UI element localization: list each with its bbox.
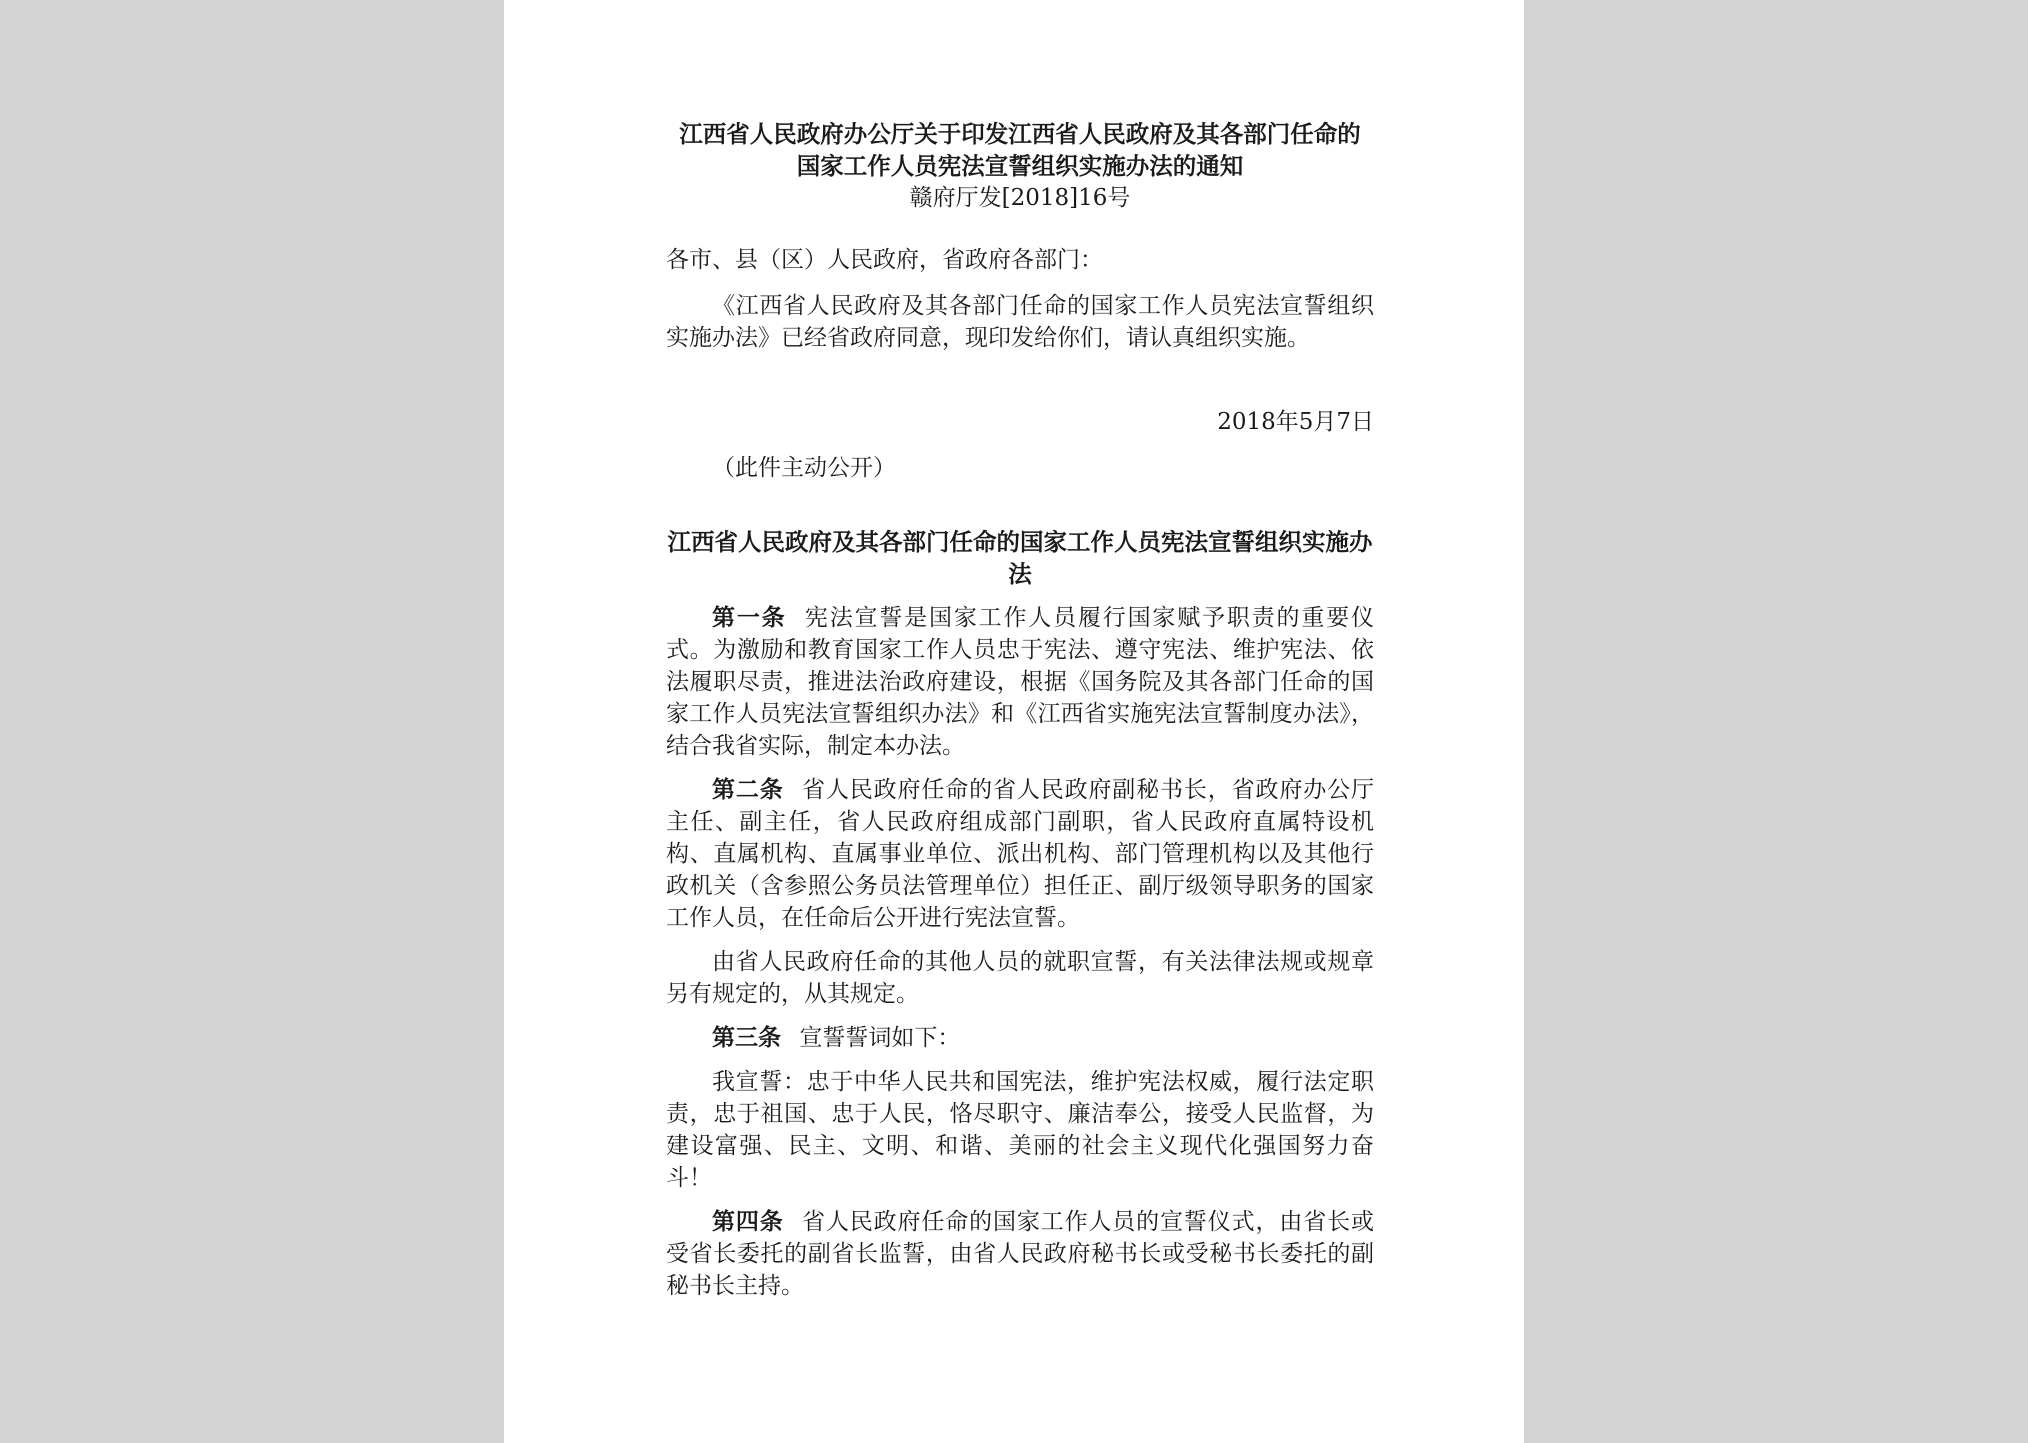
article-2	[666, 774, 1374, 934]
article-1	[666, 602, 1374, 762]
article-text: 省人民政府任命的省人民政府副秘书长，省政府办公厅主任、副主任，省人民政府组成部门副职，省人民政府直属特设机构、直属机构、直属事业单位、派出机构、部门管理机构以及其他行政机关（含参照公务员法管理单位）担任正、副厅级领导职务的国家工作人员，在任命后公开进行宪法宣誓。	[666, 777, 1375, 931]
document-content	[666, 118, 1374, 1302]
article-text: 宣誓誓词如下：	[799, 1025, 961, 1051]
oath-text	[666, 1066, 1374, 1194]
article-label: 第二条	[712, 776, 784, 803]
notice-title-line-1: 江西省人民政府办公厅关于印发江西省人民政府及其各部门任命的	[679, 120, 1361, 148]
article-text: 由省人民政府任命的其他人员的就职宣誓，有关法律法规或规章另有规定的，从其规定。	[666, 949, 1374, 1007]
notice-body: 《江西省人民政府及其各部门任命的国家工作人员宪法宣誓组织实施办法》已经省政府同意，现印发给你们，请认真组织实施。	[666, 293, 1374, 351]
document-page	[504, 0, 1524, 1443]
articles-list	[666, 602, 1374, 1302]
article-3	[666, 1022, 1374, 1054]
document-number: 赣府厅发[2018]16号	[909, 185, 1131, 211]
article-4	[666, 1206, 1374, 1302]
article-text: 省人民政府任命的国家工作人员的宣誓仪式，由省长或受省长委托的副省长监誓，由省人民政府秘书长或受秘书长委托的副秘书长主持。	[666, 1209, 1375, 1299]
notice-title	[666, 118, 1374, 182]
salutation: 各市、县（区）人民政府，省政府各部门：	[666, 247, 1103, 273]
article-label: 第四条	[712, 1208, 784, 1235]
article-text: 宪法宣誓是国家工作人员履行国家赋予职责的重要仪式。为激励和教育国家工作人员忠于宪法、遵守宪法、维护宪法、依法履职尽责，推进法治政府建设，根据《国务院及其各部门任命的国家工作人员宪法宣誓组织办法》和《江西省实施宪法宣誓制度办法》，结合我省实际，制定本办法。	[666, 605, 1375, 759]
article-text: 我宣誓：忠于中华人民共和国宪法，维护宪法权威，履行法定职责，忠于祖国、忠于人民，恪尽职守、廉洁奉公，接受人民监督，为建设富强、民主、文明、和谐、美丽的社会主义现代化强国努力奋斗！	[666, 1069, 1374, 1191]
article-label: 第一条	[712, 604, 787, 631]
issue-date: 2018年5月7日	[1217, 409, 1374, 435]
measures-title: 江西省人民政府及其各部门任命的国家工作人员宪法宣誓组织实施办法	[667, 528, 1373, 588]
disclosure-note: （此件主动公开）	[712, 455, 896, 481]
article-label: 第三条	[712, 1024, 781, 1051]
notice-title-line-2: 国家工作人员宪法宣誓组织实施办法的通知	[796, 152, 1244, 180]
article-2-paragraph-2	[666, 946, 1374, 1010]
